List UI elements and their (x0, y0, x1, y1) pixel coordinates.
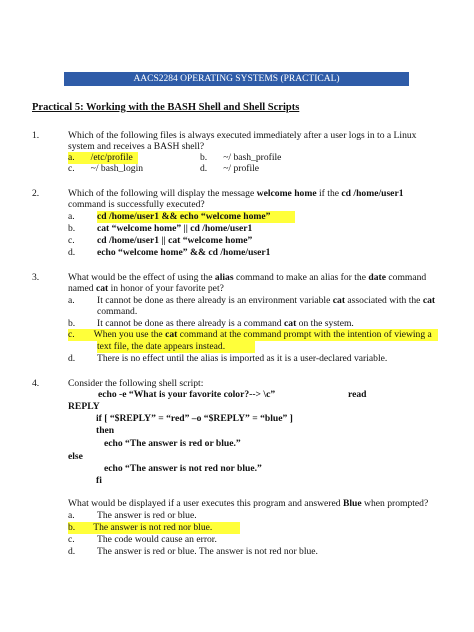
q4-option-c: The code would cause an error. (97, 534, 217, 545)
bold-text: alias (214, 272, 234, 283)
script-line-1: echo -e “What is your favorite color?--> \c” (98, 389, 276, 400)
text: command to make an alias for the (235, 272, 366, 283)
text: named (68, 283, 94, 294)
q3-option-b-label: b. (68, 318, 76, 329)
script-line-2: REPLY (68, 401, 100, 412)
q4-question (68, 498, 428, 510)
q3-option-a-label: a. (68, 295, 75, 306)
q3-option-a-line2: command. (97, 306, 138, 317)
q1-option-d (200, 163, 259, 175)
q2-text-line2: command is successfully executed? (68, 199, 205, 210)
option-text: /etc/profile (90, 152, 133, 163)
text: command (388, 272, 427, 283)
text: When you use the (93, 329, 163, 340)
option-label: c. (68, 163, 75, 174)
text: in honor of your favorite pet? (110, 283, 224, 294)
q4-intro: Consider the following shell script: (68, 378, 204, 389)
bold-text: Blue (342, 498, 362, 509)
q2-option-d-label: d. (68, 247, 76, 258)
q3-text-line2 (68, 283, 224, 295)
text: on the system. (298, 318, 354, 329)
bold-text: cat (95, 283, 109, 294)
option-label: a. (68, 152, 75, 163)
q3-option-d-label: d. (68, 353, 76, 364)
text: when prompted? (364, 498, 429, 509)
q2-option-a: cd /home/user1 && echo “welcome home” (97, 211, 295, 223)
option-text: ~/ bash_login (90, 163, 144, 174)
q2-option-b-label: b. (68, 223, 76, 234)
text: It cannot be done as there already is an environment variable (97, 295, 331, 306)
text: Which of the following will display the message (68, 188, 255, 199)
q1-number: 1. (32, 130, 40, 141)
script-line-5: echo “The answer is red or blue.” (104, 438, 241, 449)
q3-number: 3. (32, 272, 40, 283)
q2-option-c-label: c. (68, 235, 75, 246)
q2-option-c: cd /home/user1 || cat “welcome home” (97, 235, 253, 246)
option-label: c. (68, 329, 75, 340)
option-text: The answer is not red nor blue. (93, 522, 213, 533)
q1-text-line2: system and receives a BASH shell? (68, 141, 205, 152)
q4-number: 4. (32, 378, 40, 389)
script-line-3: if [ “$REPLY” = “red” –o “$REPLY” = “blue” ] (96, 413, 293, 424)
q3-option-d: There is no effect until the alias is imported as it is a user-declared variable. (97, 353, 388, 364)
course-header: AACS2284 OPERATING SYSTEMS (PRACTICAL) (64, 72, 409, 86)
script-line-7: echo “The answer is not red nor blue.” (104, 463, 262, 474)
bold-text: cat (284, 318, 297, 329)
text: What would be the effect of using the (68, 272, 213, 283)
option-text: ~/ bash_profile (223, 152, 282, 163)
q2-option-d: echo “welcome home” && cd /home/user1 (97, 247, 271, 258)
script-line-8: fi (96, 475, 102, 486)
option-label: b. (68, 522, 76, 533)
bold-text: welcome home (256, 188, 317, 199)
q4-option-a: The answer is red or blue. (97, 510, 197, 521)
q3-option-c (68, 329, 438, 341)
script-line-4: then (96, 425, 115, 436)
option-text: ~/ profile (223, 163, 260, 174)
q4-option-c-label: c. (68, 534, 75, 545)
q2-option-a-label: a. (68, 211, 75, 222)
q2-number: 2. (32, 188, 40, 199)
q4-option-d: The answer is red or blue. The answer is not red nor blue. (97, 546, 318, 557)
bold-text: cat (332, 295, 346, 306)
text: associated with the (347, 295, 421, 306)
bold-text: cat (422, 295, 436, 306)
q4-option-a-label: a. (68, 510, 75, 521)
q1-option-c (68, 163, 143, 175)
bold-text: cat (165, 329, 178, 340)
text: command at the command prompt with the intention of viewing a (179, 329, 432, 340)
q2-option-b: cat “welcome home” || cd /home/user1 (97, 223, 253, 234)
text: It cannot be done as there already is a command (97, 318, 282, 329)
bold-text: date (368, 272, 386, 283)
script-line-6: else (68, 451, 83, 462)
q4-option-b (68, 522, 240, 534)
q3-option-c-line2: text file, the date appears instead. (97, 341, 255, 353)
option-label: d. (200, 163, 208, 174)
bold-text: cd /home/user1 (341, 188, 404, 199)
q3-option-a (97, 295, 435, 307)
q4-option-d-label: d. (68, 546, 76, 557)
q1-text-line1: Which of the following files is always executed immediately after a user logs in to a Linux (68, 130, 417, 141)
text: What would be displayed if a user executes this program and answered (68, 498, 341, 509)
text: if the (319, 188, 339, 199)
option-label: b. (200, 152, 208, 163)
practical-title: Practical 5: Working with the BASH Shell and Shell Scripts (32, 102, 300, 113)
script-line-1-read: read (348, 389, 367, 400)
